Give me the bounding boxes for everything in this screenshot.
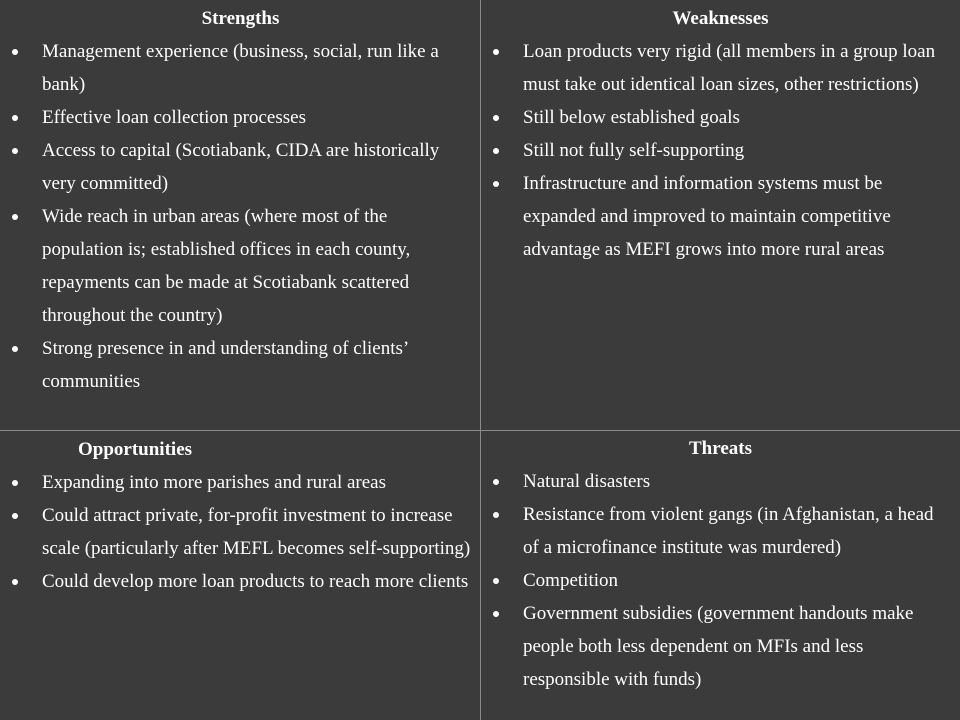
threats-heading: Threats (689, 438, 752, 459)
list-item (523, 597, 952, 696)
opportunities-list (0, 466, 481, 598)
opportunities-item-text: Expanding into more parishes and rural areas (42, 472, 386, 493)
weaknesses-item-text: Loan products very rigid (all members in a group loan must take out identical loan sizes, other restrictions) (523, 41, 936, 95)
opportunities-cell (0, 430, 481, 720)
strengths-item-text: Wide reach in urban areas (where most of the population is; established offices in each county, repayments can be made at Scotiabank scattered throughout the country) (42, 206, 411, 326)
bullet-icon (12, 115, 18, 121)
list-item (42, 134, 471, 200)
horizontal-divider (0, 430, 960, 431)
bullet-icon (12, 49, 18, 55)
list-item (42, 499, 471, 565)
bullet-icon (12, 513, 18, 519)
bullet-icon (12, 148, 18, 154)
weaknesses-cell (481, 0, 960, 430)
threats-list (481, 465, 960, 696)
list-item (523, 465, 952, 498)
bullet-icon (493, 181, 499, 187)
strengths-list (0, 35, 481, 398)
threats-item-text: Competition (523, 570, 618, 591)
weaknesses-item-text: Infrastructure and information systems must be expanded and improved to maintain competitive advantage as MEFI grows into more rural areas (523, 173, 891, 260)
bullet-icon (493, 512, 499, 518)
list-item (42, 565, 471, 598)
bullet-icon (493, 49, 499, 55)
weaknesses-item-text: Still not fully self-supporting (523, 140, 745, 161)
bullet-icon (12, 480, 18, 486)
list-item (523, 167, 952, 266)
strengths-item-text: Access to capital (Scotiabank, CIDA are historically very committed) (42, 140, 440, 194)
list-item (523, 101, 952, 134)
opportunities-item-text: Could develop more loan products to reach more clients (42, 571, 469, 592)
list-item (523, 498, 952, 564)
weaknesses-list (481, 35, 960, 266)
list-item (42, 101, 471, 134)
opportunities-heading: Opportunities (78, 439, 193, 460)
threats-item-text: Government subsidies (government handouts make people both less dependent on MFIs and less responsible with funds) (523, 603, 914, 690)
strengths-heading: Strengths (201, 8, 280, 29)
list-item (523, 35, 952, 101)
list-item (42, 200, 471, 332)
threats-item-text: Resistance from violent gangs (in Afghanistan, a head of a microfinance institute was murdered) (523, 504, 934, 558)
weaknesses-heading: Weaknesses (672, 8, 769, 29)
opportunities-item-text: Could attract private, for-profit investment to increase scale (particularly after MEFL becomes self-supporting) (42, 505, 471, 559)
list-item (42, 35, 471, 101)
bullet-icon (12, 579, 18, 585)
threats-cell (481, 430, 960, 720)
bullet-icon (493, 148, 499, 154)
bullet-icon (493, 479, 499, 485)
strengths-item-text: Management experience (business, social, run like a bank) (42, 41, 439, 95)
list-item (42, 466, 471, 499)
strengths-item-text: Strong presence in and understanding of clients’ communities (42, 338, 408, 392)
list-item (523, 134, 952, 167)
bullet-icon (12, 346, 18, 352)
bullet-icon (493, 115, 499, 121)
bullet-icon (493, 611, 499, 617)
list-item (523, 564, 952, 597)
strengths-cell (0, 0, 481, 430)
list-item (42, 332, 471, 398)
strengths-item-text: Effective loan collection processes (42, 107, 306, 128)
bullet-icon (12, 214, 18, 220)
threats-item-text: Natural disasters (523, 471, 651, 492)
weaknesses-item-text: Still below established goals (523, 107, 740, 128)
bullet-icon (493, 578, 499, 584)
vertical-divider (480, 0, 481, 720)
